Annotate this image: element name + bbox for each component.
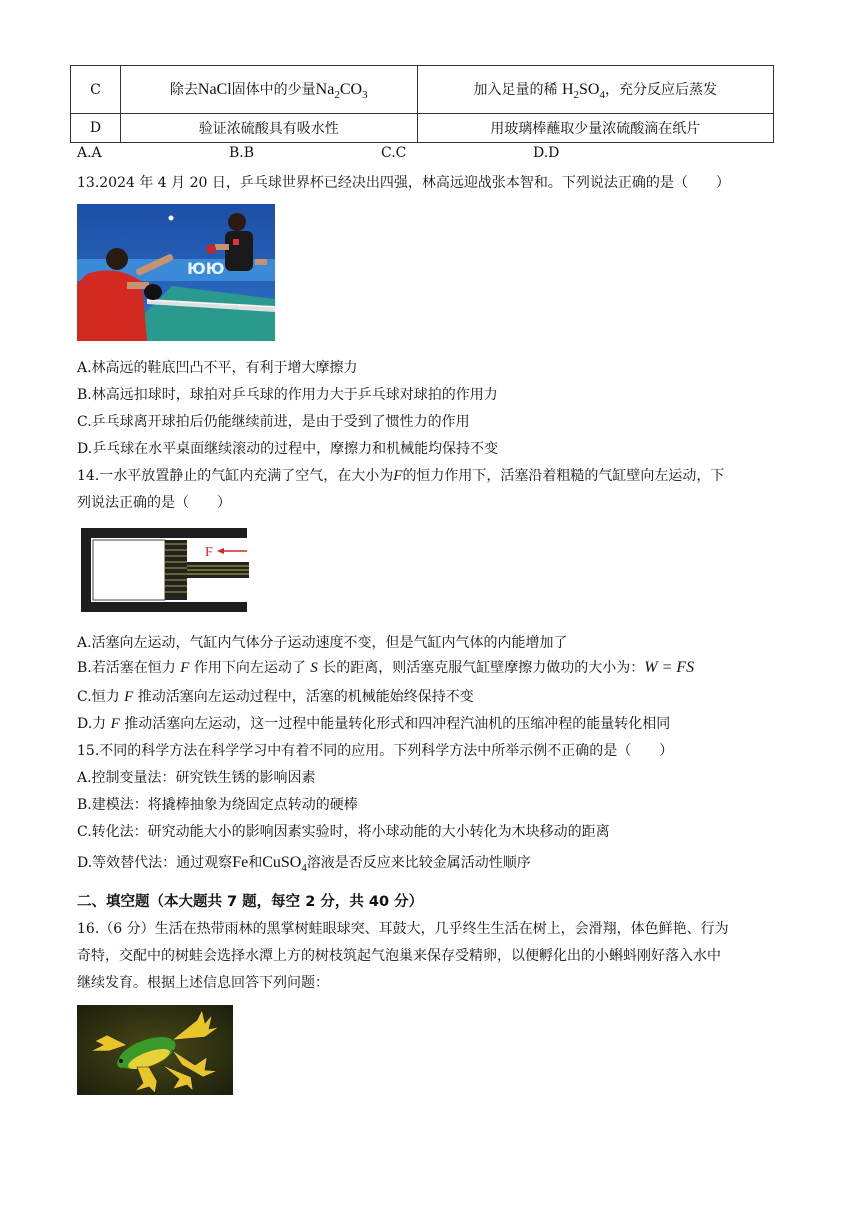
q12-option-c: C.C	[381, 145, 407, 161]
text: 除去	[169, 81, 198, 98]
text: D.等效替代法：通过观察	[77, 855, 233, 871]
q12-option-a: A.A	[77, 145, 102, 161]
cylinder-piston-diagram	[79, 524, 253, 616]
q13-option-c: C.乒乓球离开球拍后仍能继续前进，是由于受到了惯性力的作用	[77, 414, 470, 430]
q12-option-d: D.D	[533, 145, 560, 161]
text: ，充分反应后蒸发	[604, 81, 717, 98]
text: D.力	[77, 716, 111, 732]
experiment-cell	[120, 66, 417, 114]
q16-line3: 继续发育。根据上述信息回答下列问题：	[77, 975, 329, 991]
q13-option-d: D.乒乓球在水平桌面继续滚动的过程中，摩擦力和机械能均保持不变	[77, 441, 499, 457]
formula: Fe	[232, 854, 249, 871]
variable: F	[124, 689, 134, 705]
q15-stem: 15.不同的科学方法在科学学习中有着不同的应用。下列科学方法中所举示例不正确的是（ ）	[77, 743, 674, 759]
text: B.若活塞在恒力	[77, 660, 181, 676]
table-tennis-photo	[77, 204, 275, 341]
variable: F	[180, 660, 190, 676]
q14-stem-line2: 列说法正确的是（ ）	[77, 495, 231, 511]
svg-text:ЮЮ: ЮЮ	[187, 259, 225, 278]
formula: H	[561, 80, 574, 98]
method-cell	[417, 66, 773, 114]
text: 作用下向左运动了	[189, 660, 311, 676]
formula: NaCl	[197, 80, 232, 98]
subscript: 4	[301, 861, 307, 874]
text: C.恒力	[77, 689, 125, 705]
text: 和	[248, 855, 263, 871]
subscript: 2	[573, 88, 580, 101]
formula: Na	[315, 80, 335, 98]
subscript: 2	[334, 88, 340, 101]
text: 的恒力作用下，活塞沿着粗糙的气缸壁向左运动，下	[402, 468, 725, 484]
q15-option-c: C.转化法：研究动能大小的影响因素实验时，将小球动能的大小转化为木块移动的距离	[77, 824, 610, 840]
q14-option-b	[77, 657, 694, 677]
options-table	[70, 65, 774, 143]
subscript: 4	[599, 88, 605, 101]
q15-option-b: B.建模法：将撬棒抽象为绕固定点转动的硬棒	[77, 797, 358, 813]
text: 溶液是否反应来比较金属活动性顺序	[306, 855, 531, 871]
text: 推动活塞向左运动过程中，活塞的机械能始终保持不变	[133, 689, 474, 705]
method-cell: 用玻璃棒蘸取少量浓硫酸滴在纸片	[417, 114, 773, 143]
variable: S	[310, 660, 318, 676]
q15-option-a: A.控制变量法：研究铁生锈的影响因素	[77, 770, 316, 786]
table-row	[71, 66, 774, 114]
text: 推动活塞向左运动，这一过程中能量转化形式和四冲程汽油机的压缩冲程的能量转化相同	[119, 716, 671, 732]
row-label: C	[71, 66, 121, 114]
q14-stem-line1	[77, 465, 724, 485]
q15-option-d	[77, 852, 531, 874]
formula: W = FS	[644, 659, 695, 676]
q12-option-b: B.B	[229, 145, 255, 161]
q14-option-c	[77, 686, 474, 706]
text: 14.一水平放置静止的气缸内充满了空气，在大小为	[77, 468, 394, 484]
text: 加入足量的稀	[473, 81, 562, 98]
experiment-cell: 验证浓硫酸具有吸水性	[120, 114, 417, 143]
q13-stem: 13.2024 年 4 月 20 日，乒乓球世界杯已经决出四强，林高远迎战张本智和。下列说法正确的是（ ）	[77, 175, 730, 191]
variable: F	[110, 716, 120, 732]
force-label: F	[205, 545, 213, 560]
q13-option-b: B.林高远扣球时，球拍对乒乓球的作用力大于乒乓球对球拍的作用力	[77, 387, 498, 403]
text: 长的距离，则活塞克服气缸壁摩擦力做功的大小为：	[317, 660, 645, 676]
formula: SO	[579, 80, 600, 98]
section-heading: 二、填空题（本大题共 7 题，每空 2 分，共 40 分）	[77, 894, 424, 910]
q14-option-a: A.活塞向左运动，气缸内气体分子运动速度不变，但是气缸内气体的内能增加了	[77, 635, 568, 651]
row-label: D	[71, 114, 121, 143]
q13-option-a: A.林高远的鞋底凹凸不平，有利于增大摩擦力	[77, 360, 358, 376]
tree-frog-photo	[77, 1005, 233, 1095]
formula: CuSO	[262, 854, 302, 871]
q14-option-d	[77, 713, 670, 733]
text: 固体中的少量	[231, 81, 316, 98]
subscript: 3	[362, 88, 368, 101]
q16-line1: 16.（6 分）生活在热带雨林的黑掌树蛙眼球突、耳鼓大，几乎终生生活在树上，会滑翔，体色鲜艳、行为	[77, 921, 729, 937]
formula: CO	[339, 80, 363, 98]
q16-line2: 奇特，交配中的树蛙会选择水潭上方的树枝筑起气泡巢来保存受精卵，以便孵化出的小蝌蚪刚好落入水中	[77, 948, 721, 964]
variable: F	[393, 468, 403, 484]
table-row	[71, 114, 774, 143]
